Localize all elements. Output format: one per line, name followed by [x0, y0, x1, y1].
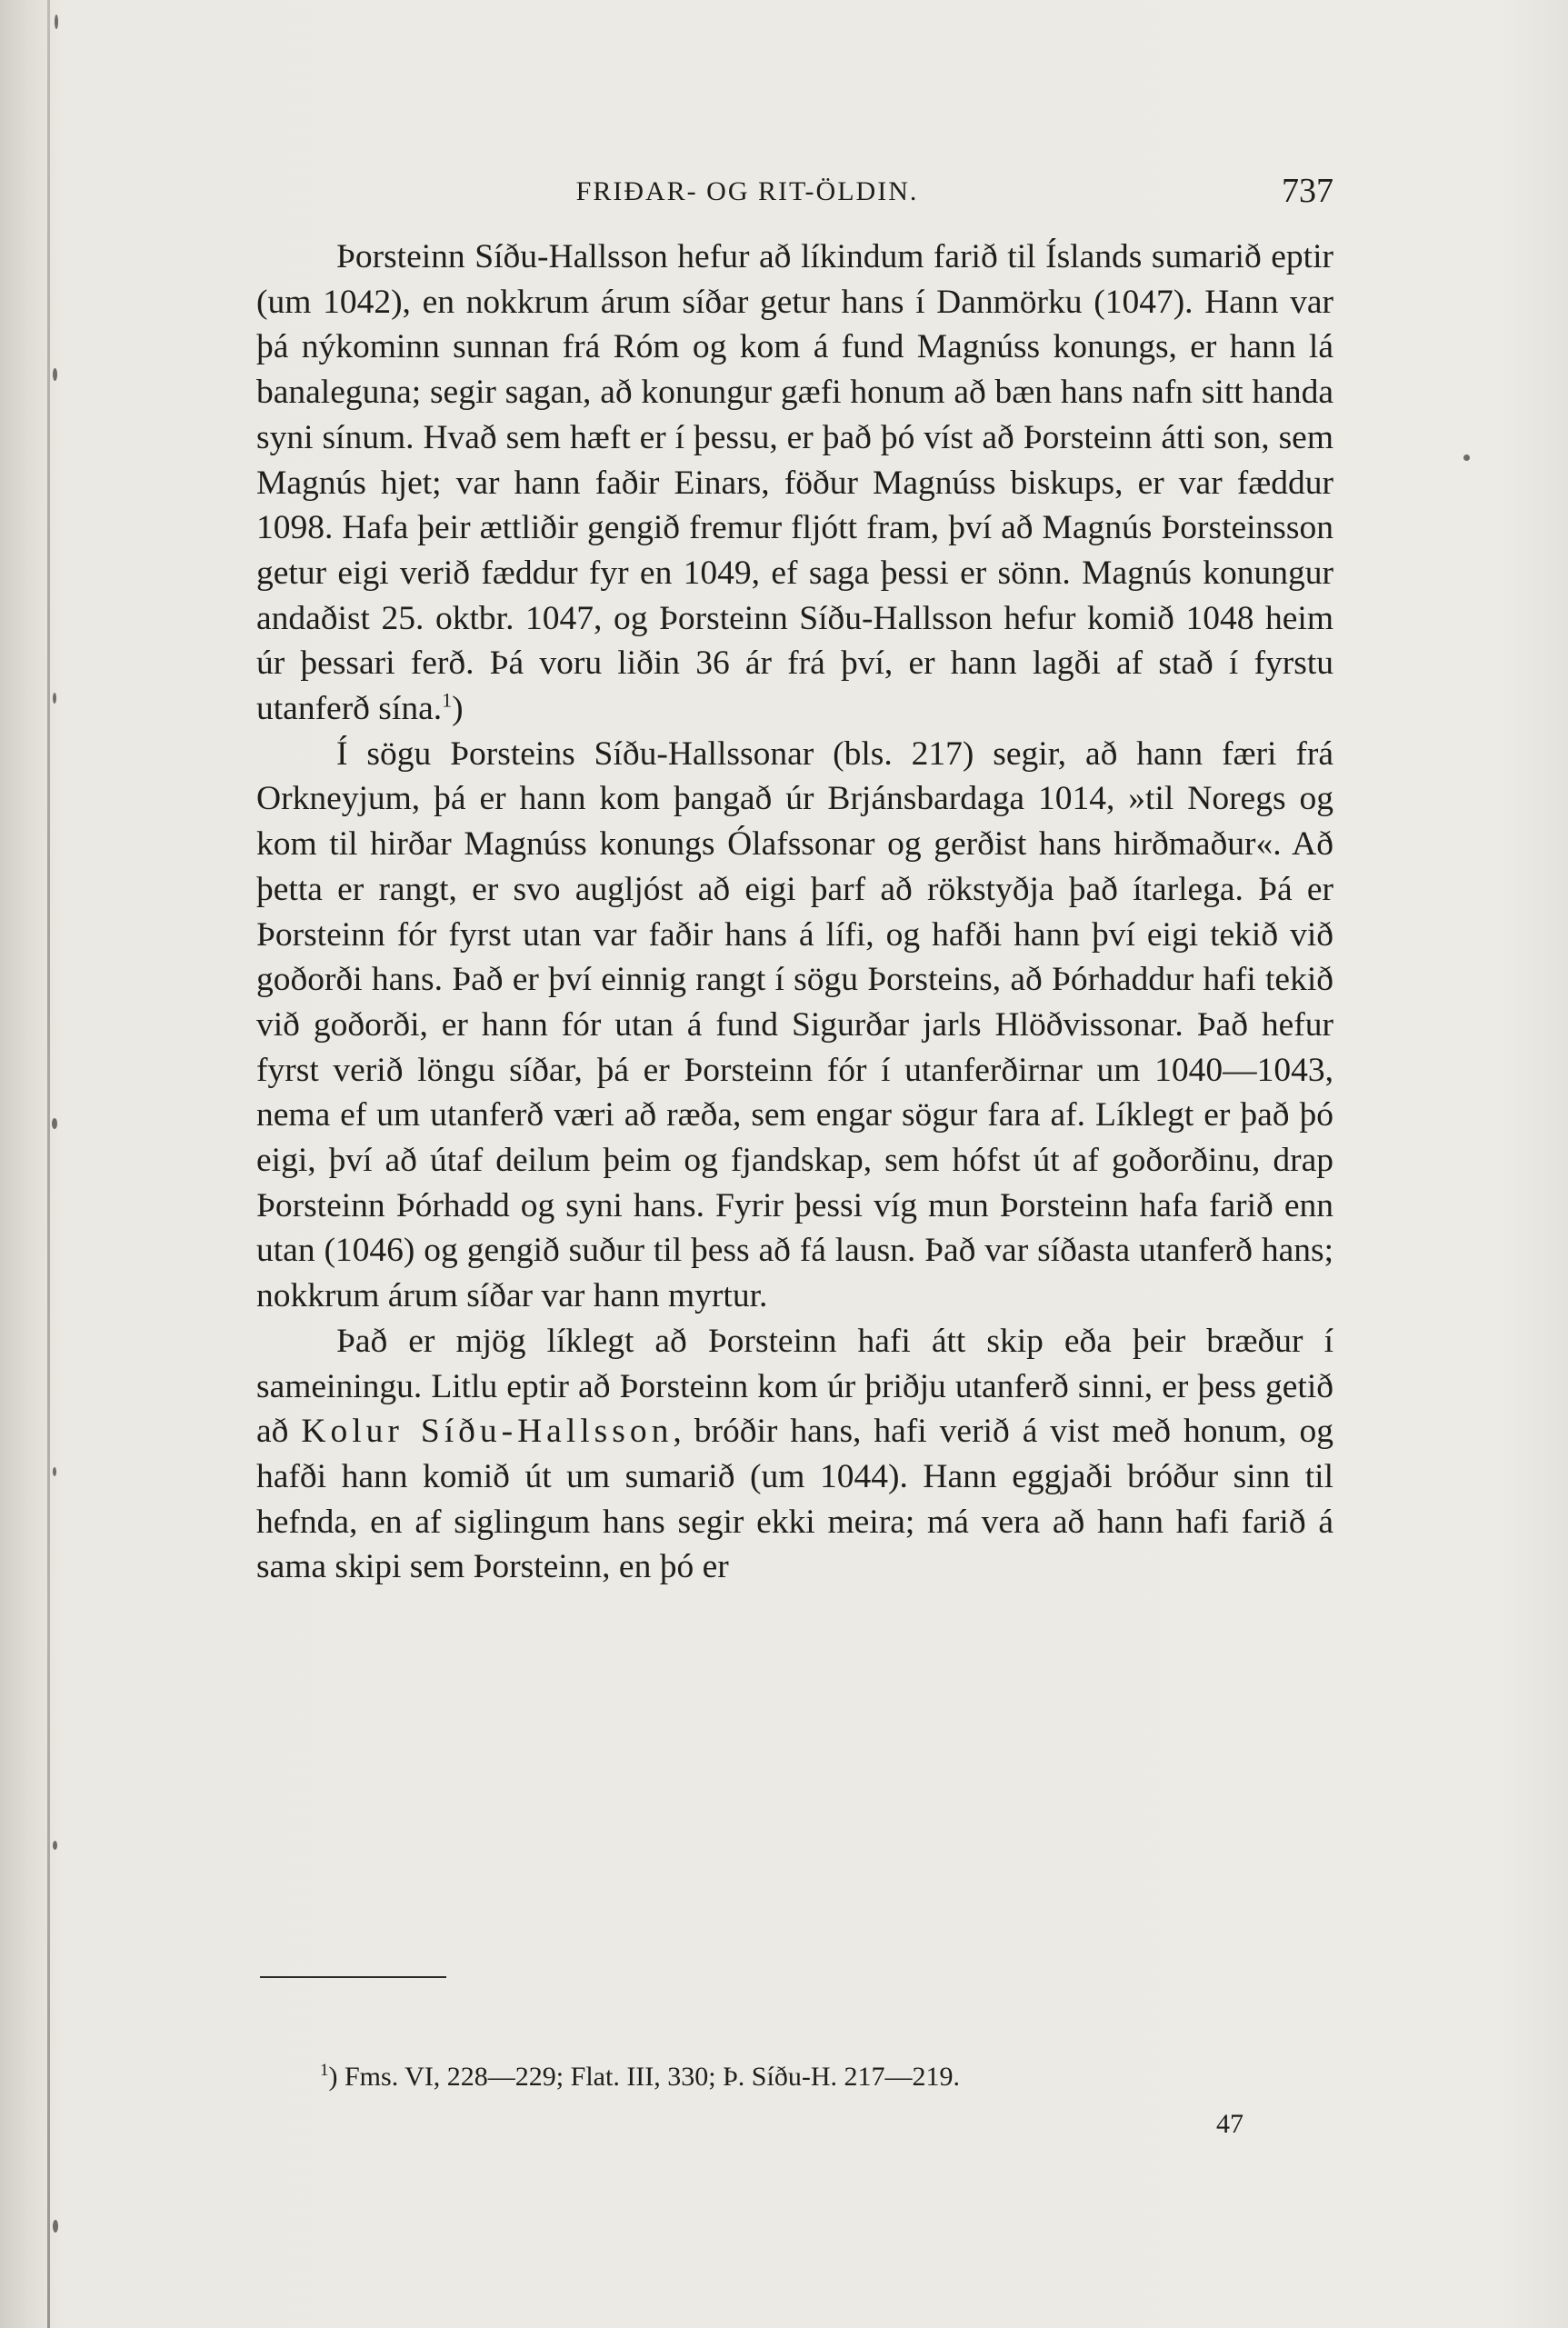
paragraph-text: Þorsteinn Síðu-Hallsson hefur að líkindum farið til Íslands sumarið eptir (um 1042), en nokkrum árum síðar getur hans í Danmörku (1047). Hann var þá nýkominn sunnan frá Róm og kom á fund Magnúss konungs, er hann lá banaleguna; segir sagan, að konungur gæfi honum að bæn hans nafn sitt handa syni sínum. Hvað sem hæft er í þessu, er það þó víst að Þorsteinn átti son, sem Magnús hjet; var hann faðir Einars, föður Magnúss biskups, er var fæddur 1098. Hafa þeir ættliðir gengið fremur fljótt fram, því að Magnús Þorsteinsson getur eigi verið fæddur fyr en 1049, ef saga þessi er sönn. Magnús konungur andaðist 25. oktbr. 1047, og Þorsteinn Síðu-Hallsson hefur komið 1048 heim úr þessari ferð. Þá voru liðin 36 ár frá því, er hann lagði af stað í fyrstu utanferð sína.: [256, 238, 1333, 728]
footnote-rule: [260, 1976, 446, 1978]
paragraph-text: Það er mjög líklegt að Þorsteinn hafi átt skip eða þeir bræður í sameiningu. Litlu eptir að Þorsteinn kom úr þriðju utanferð sinni, er þess getið að: [256, 1322, 1333, 1451]
paragraph: [256, 235, 1333, 732]
margin-speck: [53, 368, 57, 381]
margin-speck: [53, 693, 56, 704]
margin-speck: [1463, 455, 1470, 461]
margin-speck: [53, 1841, 57, 1850]
paragraph: [256, 1319, 1333, 1590]
footnote-marker: 1: [320, 2061, 329, 2080]
book-spine-shadow: [47, 0, 50, 2328]
signature-mark: 47: [1216, 2109, 1243, 2139]
paragraph: Í sögu Þorsteins Síðu-Hallssonar (bls. 217) segir, að hann færi frá Orkneyjum, þá er hann kom þangað úr Brjánsbardaga 1014, »til Noregs og kom til hirðar Magnúss konungs Ólafssonar og gerðist hans hirðmaður«. Að þetta er rangt, er svo augljóst að eigi þarf að rökstyðja það ítarlega. Þá er Þorsteinn fór fyrst utan var faðir hans á lífi, og hafði hann því eigi tekið við goðorði hans. Það er því einnig rangt í sögu Þorsteins, að Þórhaddur hafi tekið við goðorði, er hann fór utan á fund Sigurðar jarls Hlöðvissonar. Það hefur fyrst verið löngu síðar, þá er Þorsteinn fór í utanferðirnar um 1040—1043, nema ef um utanferð væri að ræða, sem engar sögur fara af. Líklegt er það þó eigi, því að útaf deilum þeim og fjandskap, sem hófst út af goðorðinu, drap Þorsteinn Þórhadd og syni hans. Fyrir þessi víg mun Þorsteinn hafa farið enn utan (1046) og gengið suður til þess að fá lausn. Það var síðasta utanferð hans; nokkrum árum síðar var hann myrtur.: [256, 734, 1333, 1315]
footnote-text: Fms. VI, 228—229; Flat. III, 330; Þ. Síðu-H. 217—219.: [337, 2062, 960, 2092]
footnote-marker-close: ): [328, 2062, 338, 2092]
margin-speck: [55, 15, 58, 29]
page-number: 737: [1282, 172, 1333, 210]
spaced-name: Kolur Síðu-Hallsson: [301, 1413, 674, 1451]
margin-speck: [53, 2220, 58, 2233]
paragraph-text: , bróðir hans, hafi verið á vist með honum, og hafði hann komið út um sumarið (um 1044). Hann eggjaði bróður sinn til hefnda, en af siglingum hans segir ekki meira; má vera að hann hafi farið á sama skipi sem Þorsteinn, en þó er: [256, 1413, 1334, 1586]
margin-speck: [53, 1467, 56, 1476]
running-title: FRIÐAR- OG RIT-ÖLDIN.: [575, 176, 919, 206]
footnote-reference: 1: [442, 688, 453, 712]
body-text: [256, 235, 1333, 1590]
footnote: [320, 2062, 960, 2093]
running-head: [256, 171, 1333, 218]
margin-speck: [52, 1118, 57, 1129]
footnote-reference-close: ): [452, 690, 464, 728]
